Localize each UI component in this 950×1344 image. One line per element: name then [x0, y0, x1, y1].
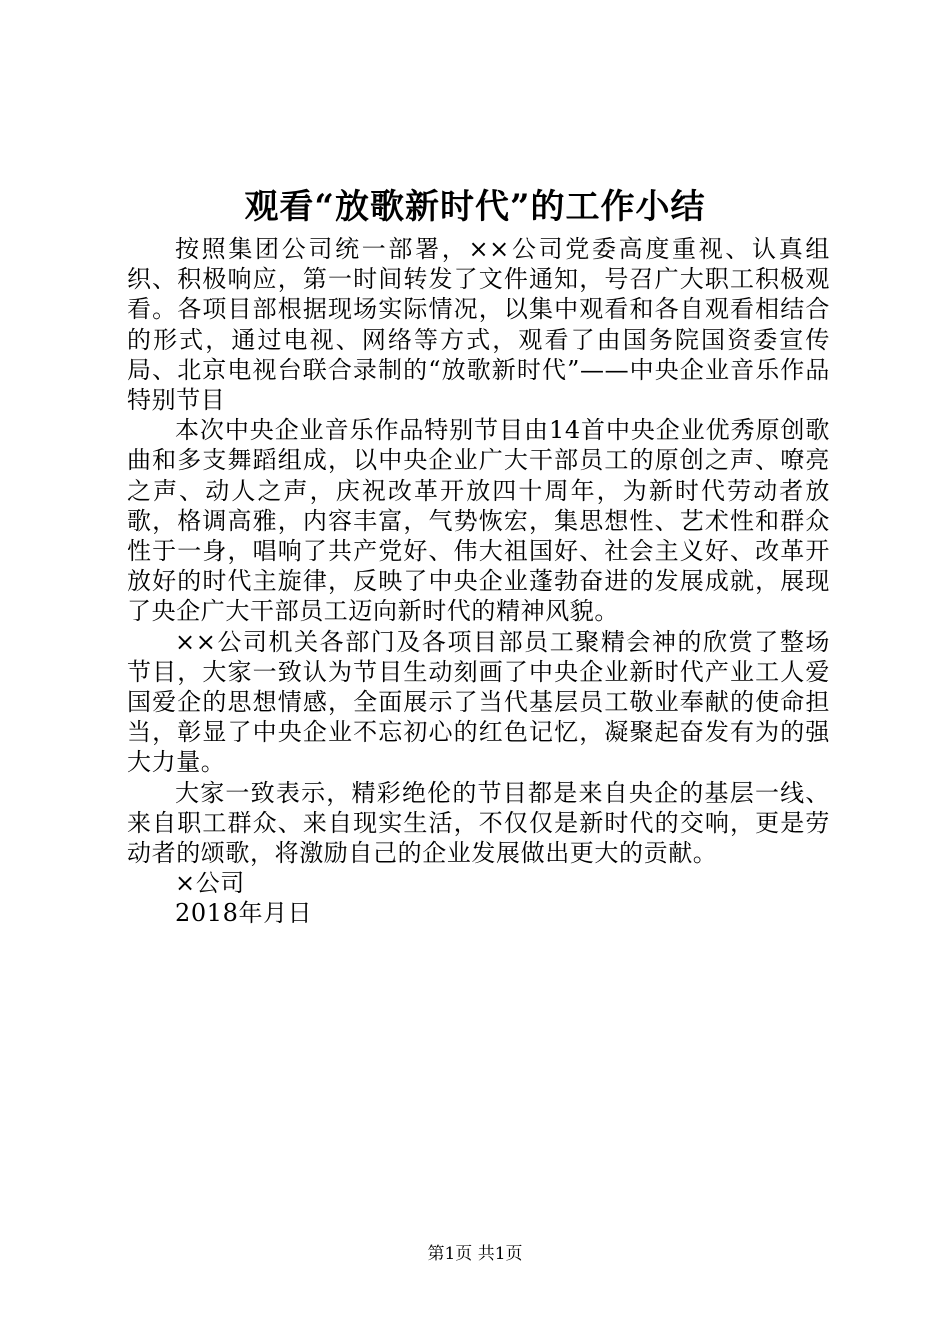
document-title: 观看“放歌新时代”的工作小结 [244, 187, 706, 227]
signature-company: ×公司 [175, 869, 245, 898]
document-body [127, 234, 830, 929]
page-footer: 第1页 共1页 [427, 1244, 523, 1264]
paragraph-4: 大家一致表示，精彩绝伦的节目都是来自央企的基层一线、来自职工群众、来自现实生活，不仅仅是新时代的交响，更是劳动者的颂歌，将激励自己的企业发展做出更大的贡献。 [127, 778, 830, 868]
paragraph-2: 本次中央企业音乐作品特别节目由14首中央企业优秀原创歌曲和多支舞蹈组成，以中央企业广大干部员工的原创之声、嘹亮之声、动人之声，庆祝改革开放四十周年，为新时代劳动者放歌，格调高雅，内容丰富，气势恢宏，集思想性、艺术性和群众性于一身，唱响了共产党好、伟大祖国好、社会主义好、改革开放好的时代主旋律，反映了中央企业蓬勃奋进的发展成就，展现了央企广大干部员工迈向新时代的精神风貌。 [127, 416, 830, 626]
paragraph-3: ××公司机关各部门及各项目部员工聚精会神的欣赏了整场节目，大家一致认为节目生动刻画了中央企业新时代产业工人爱国爱企的思想情感，全面展示了当代基层员工敬业奉献的使命担当，彰显了中央企业不忘初心的红色记忆，凝聚起奋发有为的强大力量。 [127, 627, 830, 777]
signature-date: 2018年月日 [175, 899, 313, 928]
paragraph-1: 按照集团公司统一部署，××公司党委高度重视、认真组织、积极响应，第一时间转发了文件通知，号召广大职工积极观看。各项目部根据现场实际情况，以集中观看和各自观看相结合的形式，通过电视、网络等方式，观看了由国务院国资委宣传局、北京电视台联合录制的“放歌新时代”——中央企业音乐作品特别节目 [127, 235, 830, 415]
